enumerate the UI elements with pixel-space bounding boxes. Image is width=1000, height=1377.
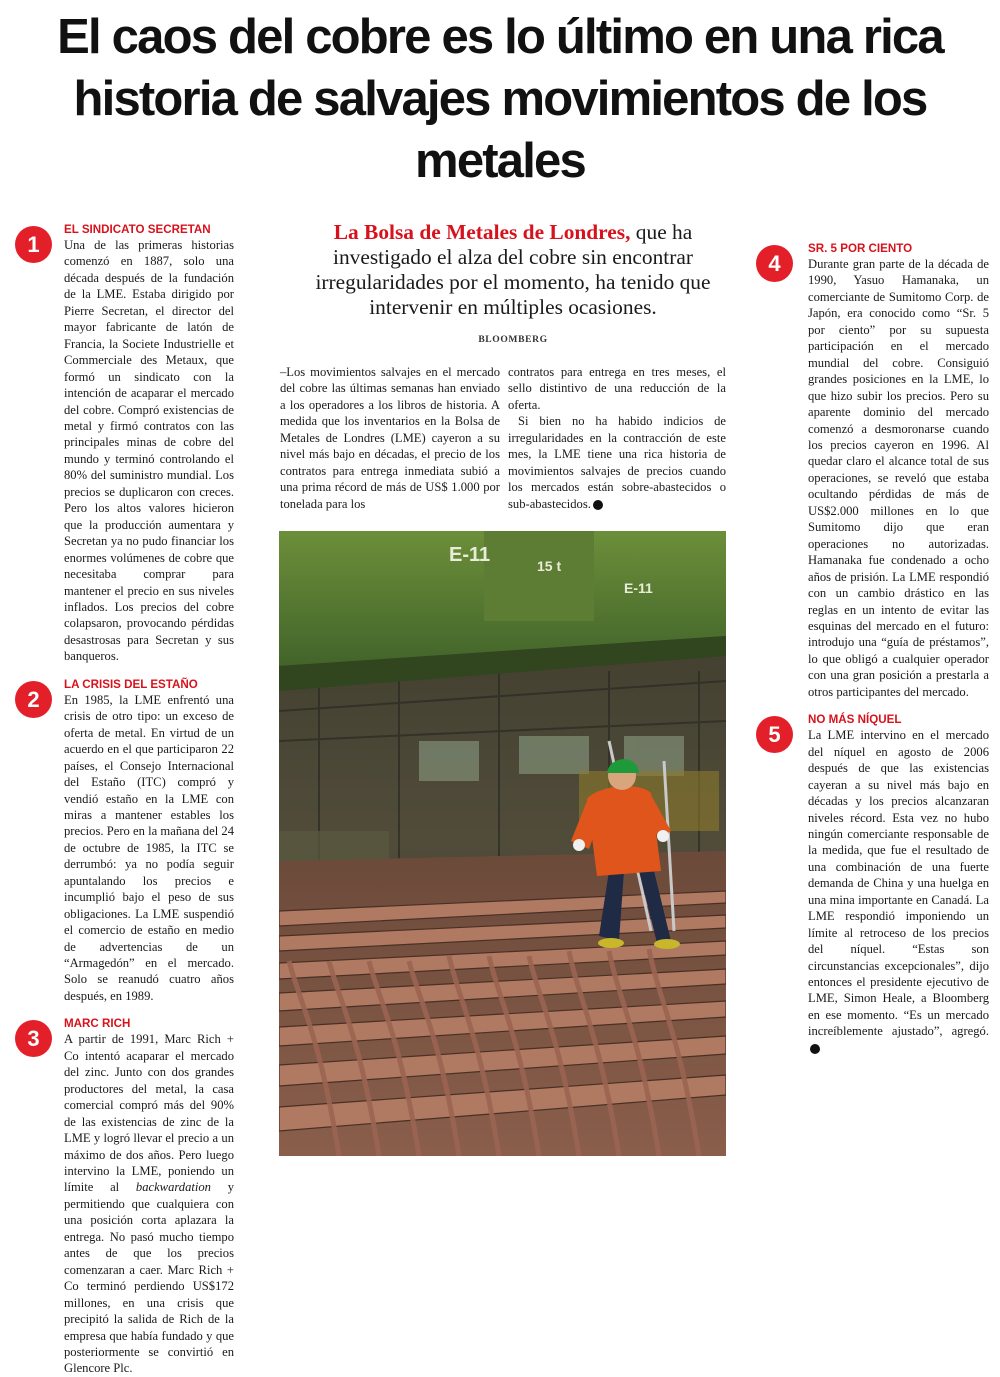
section-title: EL SINDICATO SECRETAN xyxy=(64,223,211,236)
section-no-mas-niquel xyxy=(768,712,989,1056)
deck xyxy=(283,220,743,320)
deck-lead: La Bolsa de Metales de Londres, xyxy=(333,220,631,244)
section-number-badge: 5 xyxy=(756,716,793,753)
body-paragraph-text: Si bien no ha habido indicios de irregularidades en la contracción de este mes, la LME tiene una rica historia de movimientos salvajes de precios cuando los mercados están sobre-abastecidos o sub-abastecidos. xyxy=(508,414,726,511)
photo-copper-warehouse xyxy=(279,531,726,1156)
section-title: LA CRISIS DEL ESTAÑO xyxy=(64,677,198,691)
section-text-part: La LME intervino en el mercado del níquel en agosto de 2006 después de que las existencias cayeran a su nivel más bajo en décadas y los precios alcanzaran niveles récord. Esta vez no hubo ningún comerciante responsable de la medida, que fue el resultado de una combinación de una fuerte demanda de China y una huelga en una mina importante en Canadá. La LME respondió imponiendo un límite al retroceso de los precios del níquel. “Estas son circunstancias excepcionales”, dijo entonces el presidente ejecutivo de LME, Simon Heale, a Bloomberg en ese momento. “Es un mercado increíblemente ajustado”, agregó. xyxy=(808,728,989,1039)
section-text xyxy=(64,1031,234,1377)
section-title: NO MÁS NÍQUEL xyxy=(808,713,902,727)
section-text-italic: backwardation xyxy=(135,1180,211,1195)
section-text xyxy=(808,727,989,1056)
body-paragraph xyxy=(508,413,726,512)
section-number-badge: 4 xyxy=(756,245,793,282)
section-number-badge: 1 xyxy=(15,226,52,263)
section-text-part: A partir de 1991, Marc Rich + Co intentó acaparar el mercado del zinc. Junto con dos grandes productores del metal, la casa comercial compró más del 90% de las existencias de zinc de la LME y logró llevar el precio a un máximo de dos años. Pero luego intervino la LME, poniendo un límite al xyxy=(64,1032,234,1195)
section-text: Una de las primeras historias comenzó en 1887, solo una década después de la fundación de la LME. Estaba dirigido por Pierre Secretan, el director del mayor fabricante de latón de Francia, la Societe Industrielle et Commerciale des Metaux, que formó un sindicato con la intención de acaparar el mercado del cobre. Compró existencias de metal y firmó contratos con las principales minas de cobre del mundo y terminó controlando el 80% del suministro mundial. Los precios se duplicaron con creces. Pero los altos valores hicieron que la producción aumentara y Secretan ya no pudo financiar los enormes volúmenes de cobre que necesitaba comprar para mantener el precio en sus niveles inflados. Los precios del cobre colapsaron, provocando pérdidas desastrosas para Secretan y sus banqueros. xyxy=(64,238,234,664)
crane-label: 15 t xyxy=(537,558,562,574)
section-sr-5-por-ciento xyxy=(768,241,989,700)
section-sindicato-secretan xyxy=(27,222,234,665)
end-mark-icon xyxy=(593,500,603,510)
right-column xyxy=(768,219,989,1056)
body-column-b xyxy=(508,364,726,512)
section-number-badge: 3 xyxy=(15,1020,52,1057)
section-title: SR. 5 POR CIENTO xyxy=(808,242,913,255)
body-paragraph: –Los movimientos salvajes en el mercado del cobre las últimas semanas han enviado a los operadores a los libros de historia. A medida que los inventarios en la Bolsa de Metales de Londres (LME) cayeron a su nivel más bajo en décadas, el precio de los contratos para entrega inmediata subió a una prima récord de más de US$ 1.000 por tonelada para los xyxy=(280,365,500,511)
byline: BLOOMBERG xyxy=(478,334,548,345)
crane-label: E-11 xyxy=(624,580,653,596)
crane-label: E-11 xyxy=(449,544,491,566)
section-text: Durante gran parte de la década de 1990, Yasuo Hamanaka, un comerciante de Sumitomo Corp. de Japón, era conocido como “Sr. 5 por ciento” por su supuesta participación en el mercado mundial del cobre. Consiguió grandes posiciones en la LME, lo que hizo subir los precios. Pero su aparente dominio del mercado comenzó a desmoronarse cuando los precios cayeron en 1996. Al quedar claro el alcance total de sus operaciones, se reveló que estaba ocultando pérdidas de más de US$2.000 millones en lo que Sumitomo dijo que eran operaciones no autorizadas. Hamanaka fue condenado a ocho años de prisión. La LME respondió con un cambio drástico en las reglas en un intento de evitar las esquinas del mercado en el futuro: introdujo una “guía de préstamos”, lo que obligó a cualquier operador con una gran posición a prestarla a otros participantes del mercado. xyxy=(808,257,989,699)
section-text-part: y permitiendo que cualquiera con una posición corta aplazara la entrega. No pasó mucho tiempo antes de que los precios comenzaran a caer. Marc Rich + Co terminó perdiendo US$172 millones, en una crisis que precipitó la salida de Rich de la empresa que había fundado y que posteriormente se convirtió en Glencore Plc. xyxy=(64,1180,234,1376)
section-number-badge: 2 xyxy=(15,681,52,718)
section-text: En 1985, la LME enfrentó una crisis de otro tipo: un exceso de oferta de metal. En virtud de un acuerdo en el que participaron 22 países, el Consejo Internacional del Estaño (ITC) compró y vendió estaño en la LME con miras a mantener estables los precios. Pero en la mañana del 24 de octubre de 1985, la ITC se derrumbó: ya no podía seguir apuntalando los precios e incumplió bajo el peso de sus obligaciones. La LME suspendió el comercio de estaño en medio de advertencias de un “Armagedón” en el mercado. Solo se reanudó cuatro años después, en 1989. xyxy=(64,692,234,1003)
section-title: MARC RICH xyxy=(64,1017,131,1031)
photo-illustration xyxy=(279,531,726,1156)
body-column-a xyxy=(280,364,500,512)
section-crisis-estano xyxy=(27,677,234,1005)
left-column xyxy=(27,222,234,1377)
section-marc-rich xyxy=(27,1016,234,1377)
body-paragraph: contratos para entrega en tres meses, el sello distintivo de una reducción de la oferta. xyxy=(508,365,726,412)
end-mark-icon xyxy=(810,1044,820,1054)
deck-rest: que ha investigado el alza del cobre sin encontrar irregularidades por el momento, ha tenido que intervenir en múltiples ocasiones. xyxy=(315,220,711,319)
headline: El caos del cobre es lo último en una rica historia de salvajes movimientos de los metales xyxy=(57,10,943,188)
